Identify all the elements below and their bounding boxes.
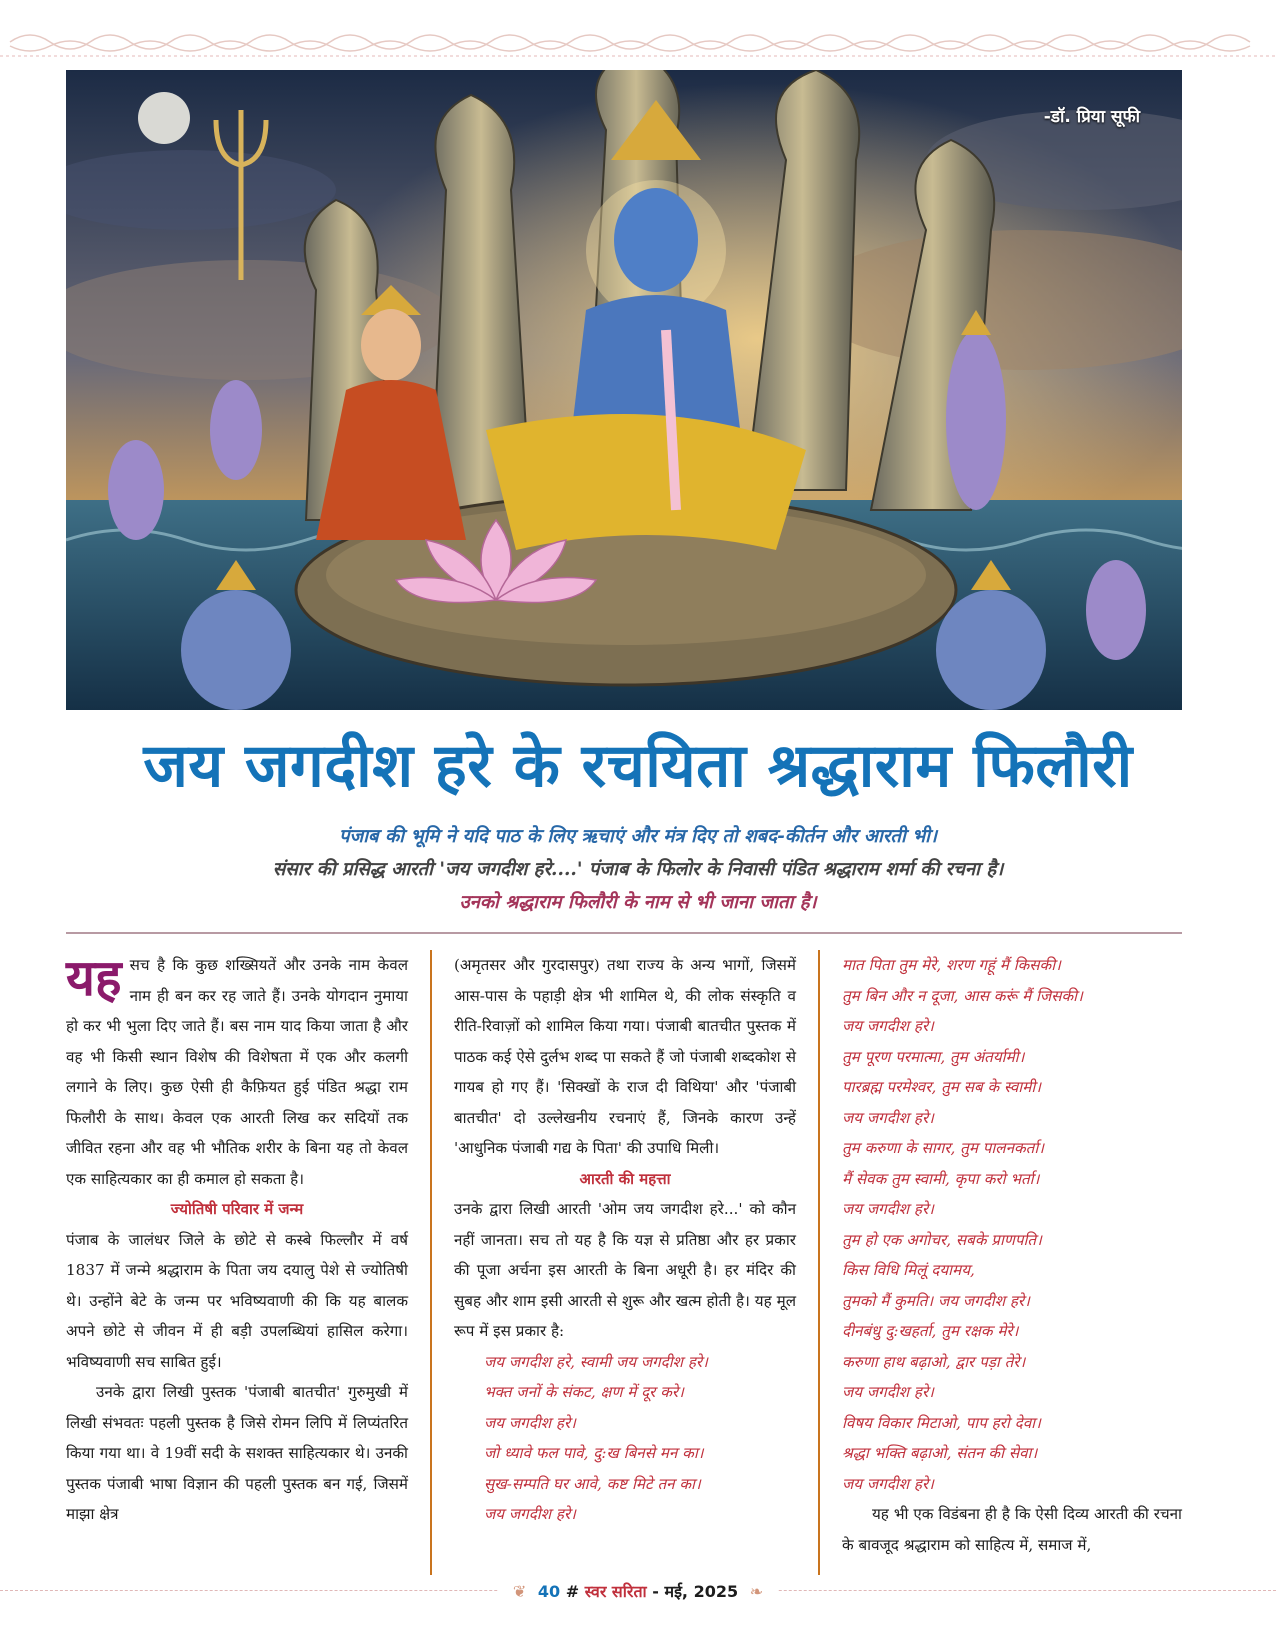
verse-line: जय जगदीश हरे। (842, 1108, 934, 1127)
verse-line: जय जगदीश हरे। (842, 1017, 934, 1035)
verse-line: जय जगदीश हरे, स्वामी जय जगदीश हरे। (484, 1352, 708, 1371)
article-column-3 (842, 950, 1182, 1560)
author-byline: -डॉ. प्रिया सूफी (1043, 107, 1140, 127)
drop-cap: यह (66, 949, 122, 1007)
verse-line: जय जगदीश हरे। (842, 1200, 934, 1218)
verse-line: किस विधि मिलूं दयामय, (842, 1261, 975, 1279)
article-column-2 (454, 950, 796, 1530)
article-deck (70, 820, 1206, 919)
paragraph: पंजाब के जालंधर जिले के छोटे से कस्बे फिल्लौर में वर्ष 1837 में जन्मे श्रद्धाराम के पिता जय दयालु पेशे से ज्योतिषी थे। उन्होंने बेटे के जन्म पर भविष्यवाणी की कि यह बालक अपने छोटे से जीवन में ही बड़ी उपलब्धियां हासिल करेगा। भविष्यवाणी सच साबित हुई। (66, 1230, 408, 1371)
page-number: 40 (537, 1582, 561, 1601)
aarti-verse (454, 1347, 796, 1530)
verse-line: विषय विकार मिटाओ, पाप हरो देवा। (842, 1413, 1041, 1432)
moon-icon (138, 92, 190, 144)
paragraph: यह भी एक विडंबना ही है कि ऐसी दिव्य आरती की रचना के बावजूद श्रद्धाराम को साहित्य में, समाज में, (842, 1505, 1182, 1554)
verse-line: करुणा हाथ बढ़ाओ, द्वार पड़ा तेरे। (842, 1352, 1026, 1371)
column-rule (818, 950, 820, 1575)
verse-line: जय जगदीश हरे। (842, 1474, 934, 1493)
verse-line: पारब्रह्म परमेश्वर, तुम सब के स्वामी। (842, 1078, 1042, 1096)
paragraph: सच है कि कुछ शख्सियतें और उनके नाम केवल नाम ही बन कर रह जाते हैं। उनके योगदान नुमाया हो कर भी भुला दिए जाते हैं। बस नाम याद किया जाता है और वह भी किसी स्थान विशेष की विशेषता में एक और कलगी लगाने के लिए। कुछ ऐसी ही कैफ़ियत हुई पंडित श्रद्धा राम फिलौरी के साथ। केवल एक आरती लिख कर सदियों तक जीवित रहना और वह भी भौतिक शरीर के बिना यह तो केवल एक साहित्यकार का ही कमाल हो सकता है। (66, 956, 408, 1188)
verse-line: तुम करुणा के सागर, तुम पालनकर्ता। (842, 1139, 1045, 1157)
verse-line: मैं सेवक तुम स्वामी, कृपा करो भर्ता। (842, 1169, 1040, 1188)
vishnu-sheshnag-artwork (66, 70, 1182, 710)
section-divider (66, 932, 1182, 934)
verse-line: मात पिता तुम मेरे, शरण गहूं मैं किसकी। (842, 956, 1061, 974)
deck-line-1: पंजाब की भूमि ने यदि पाठ के लिए ऋचाएं और मंत्र दिए तो शबद-कीर्तन और आरती भी। (338, 826, 937, 847)
verse-line: जय जगदीश हरे। (484, 1505, 576, 1523)
subheading: आरती की महत्ता (579, 1169, 671, 1188)
hero-illustration (66, 70, 1182, 710)
article-column-1 (66, 950, 408, 1530)
verse-line: जो ध्यावे फल पावे, दु:ख बिनसे मन का। (484, 1444, 704, 1462)
deck-line-3: उनको श्रद्धाराम फिलौरी के नाम से भी जाना जाता है। (459, 892, 817, 913)
verse-line: तुम हो एक अगोचर, सबके प्राणपति। (842, 1230, 1042, 1249)
top-ornament-border (0, 22, 1276, 62)
issue-date: - मई, 2025 (652, 1582, 739, 1601)
verse-line: तुम बिन और न दूजा, आस करूं मैं जिसकी। (842, 986, 1083, 1005)
ornament-icon: ❦ (512, 1582, 527, 1601)
verse-line: श्रद्धा भक्ति बढ़ाओ, संतन की सेवा। (842, 1444, 1038, 1462)
paragraph: उनके द्वारा लिखी आरती 'ओम जय जगदीश हरे...' को कौन नहीं जानता। सच तो यह है कि यज्ञ से प्रतिष्ठा और हर प्रकार की पूजा अर्चना इस आरती के बिना अधूरी है। हर मंदिर की सुबह और शाम इसी आरती से शुरू और खत्म होती है। यह मूल रूप में इस प्रकार है: (454, 1200, 796, 1340)
paragraph: (अमृतसर और गुरदासपुर) तथा राज्य के अन्य भागों, जिसमें आस-पास के पहाड़ी क्षेत्र भी शामिल थे, की लोक संस्कृति व रीति-रिवाज़ों को शामिल किया गया। पंजाबी बातचीत पुस्तक में पाठक कई ऐसे दुर्लभ शब्द पा सकते हैं जो पंजाबी शब्दकोश से गायब हो गए हैं। 'सिक्खों के राज दी विथिया' और 'पंजाबी बातचीत' दो उल्लेखनीय रचनाएं हैं, जिनके कारण उन्हें 'आधुनिक पंजाबी गद्य के पिता' की उपाधि मिली। (454, 956, 796, 1157)
verse-line: दीनबंधु दु:खहर्ता, तुम रक्षक मेरे। (842, 1322, 1019, 1340)
magazine-name: स्वर सरिता (584, 1582, 647, 1601)
ornament-icon: ❧ (749, 1582, 764, 1601)
subheading: ज्योतिषी परिवार में जन्म (170, 1200, 304, 1218)
verse-line: भक्त जनों के संकट, क्षण में दूर करे। (484, 1383, 684, 1401)
column-rule (430, 950, 432, 1575)
verse-line: तुमको मैं कुमति। जय जगदीश हरे। (842, 1291, 1030, 1310)
deck-line-2: संसार की प्रसिद्ध आरती 'जय जगदीश हरे....' पंजाब के फिलोर के निवासी पंडित श्रद्धाराम शर्मा की रचना है। (272, 859, 1004, 880)
verse-line: जय जगदीश हरे। (484, 1413, 576, 1432)
paragraph: उनके द्वारा लिखी पुस्तक 'पंजाबी बातचीत' गुरुमुखी में लिखी संभवतः पहली पुस्तक है जिसे रोमन लिपि में लिप्यंतरित किया गया था। वे 19वीं सदी के सशक्त साहित्यकार थे। उनकी पुस्तक पंजाबी भाषा विज्ञान की पहली पुस्तक बन गई, जिसमें माझा क्षेत्र (66, 1383, 408, 1523)
verse-line: सुख-सम्पति घर आवे, कष्ट मिटे तन का। (484, 1474, 701, 1493)
page-footer (0, 1580, 1276, 1602)
aarti-verse (842, 950, 1182, 1499)
footer-hash: # (565, 1582, 580, 1601)
article-headline: जय जगदीश हरे के रचयिता श्रद्धाराम फिलौरी (143, 731, 1133, 801)
verse-line: जय जगदीश हरे। (842, 1383, 934, 1401)
verse-line: तुम पूरण परमात्मा, तुम अंतर्यामी। (842, 1047, 1025, 1066)
